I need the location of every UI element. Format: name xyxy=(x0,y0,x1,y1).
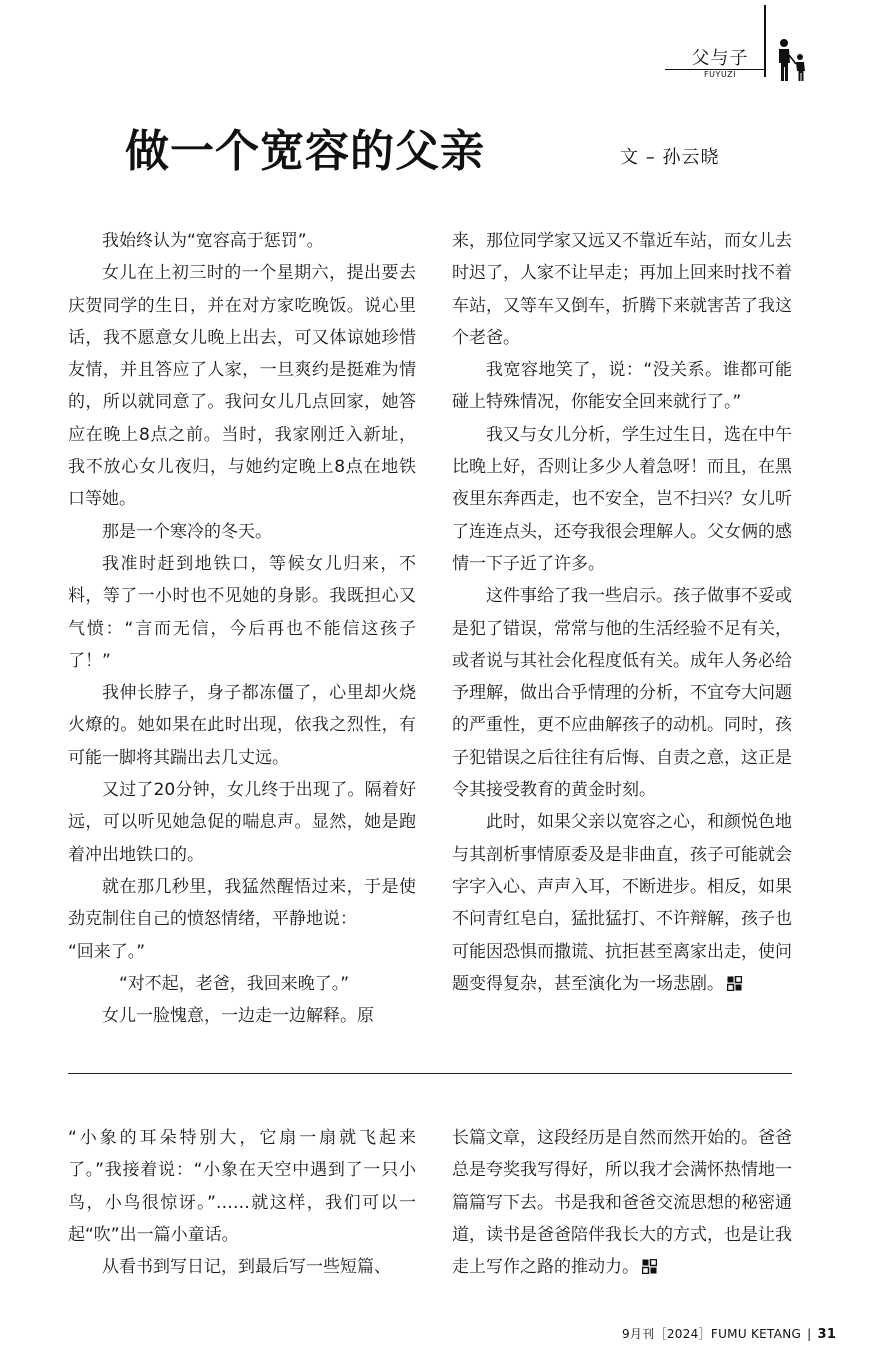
paragraph: 就在那几秒里，我猛然醒悟过来，于是使劲克制住自己的愤怒情绪，平静地说： xyxy=(68,876,416,930)
page-footer xyxy=(622,1325,836,1342)
paragraph: 来，那位同学家又远又不靠近车站，而女儿去时迟了，人家不让早走；再加上回来时找不着车站，又等车又倒车，折腾下来就害苦了我这个老爸。 xyxy=(452,231,792,348)
paragraph: 从看书到写日记，到最后写一些短篇、 xyxy=(102,1257,391,1278)
father-child-silhouette-icon xyxy=(774,38,810,82)
paragraph: 那是一个寒冷的冬天。 xyxy=(102,521,272,542)
continued-column-2 xyxy=(452,1122,792,1283)
paragraph-text: 此时，如果父亲以宽容之心，和颜悦色地与其剖析事情原委及是非曲直，孩子可能就会字字入心、声声入耳，不断进步。相反，如果不问青红皂白，猛批猛打、不许辩解，孩子也可能因恐惧而撒谎、抗拒甚至离家出走，使问题变得复杂，甚至演化为一场悲剧。 xyxy=(452,812,792,994)
footer-separator: | xyxy=(807,1327,812,1341)
paragraph: 又过了20分钟，女儿终于出现了。隔着好远，可以听见她急促的喘息声。显然，她是跑着冲出地铁口的。 xyxy=(68,780,416,865)
paragraph: 我伸长脖子，身子都冻僵了，心里却火烧火燎的。她如果在此时出现，依我之烈性，有可能一脚将其踹出去几丈远。 xyxy=(68,683,416,768)
footer-issue: 9月刊［2024］FUMU KETANG xyxy=(622,1327,802,1341)
article-title: 做一个宽容的父亲 xyxy=(125,126,485,177)
section-header xyxy=(0,0,870,90)
end-mark-icon xyxy=(642,1259,657,1274)
paragraph: “回来了。” xyxy=(68,941,146,962)
section-divider xyxy=(68,1073,792,1074)
page-number: 31 xyxy=(817,1327,837,1342)
article-byline: 文 – 孙云晓 xyxy=(620,147,720,168)
paragraph: 女儿一脸愧意，一边走一边解释。原 xyxy=(102,1006,374,1027)
paragraph: 我宽容地笑了，说：“没关系。谁都可能碰上特殊情况，你能安全回来就行了。” xyxy=(452,360,792,413)
paragraph-text: 长篇文章，这段经历是自然而然开始的。爸爸总是夸奖我写得好，所以我才会满怀热情地一篇篇写下去。书是我和爸爸交流思想的秘密通道，读书是爸爸陪伴我长大的方式，也是让我走上写作之路的推动力。 xyxy=(452,1128,792,1278)
paragraph xyxy=(452,1122,792,1283)
section-label: 父与子 xyxy=(691,48,749,69)
paragraph: 我又与女儿分析，学生过生日，选在中午比晚上好，否则让多少人着急呀！而且，在黑夜里东奔西走，也不安全，岂不扫兴？女儿听了连连点头，还夸我很会理解人。父女俩的感情一下子近了许多。 xyxy=(452,424,792,574)
paragraph xyxy=(452,806,792,1000)
article-column-1 xyxy=(68,225,416,1032)
paragraph: 我始终认为“宽容高于惩罚”。 xyxy=(102,231,324,251)
section-pinyin: FUYUZI xyxy=(704,70,736,79)
paragraph: “小象的耳朵特别大，它扇一扇就飞起来了。”我接着说：“小象在天空中遇到了一只小鸟，小鸟很惊讶。”……就这样，我们可以一起“吹”出一篇小童话。 xyxy=(68,1128,416,1245)
end-mark-icon xyxy=(727,976,742,991)
paragraph: “对不起，老爸，我回来晚了。” xyxy=(119,973,350,994)
paragraph: 我准时赶到地铁口，等候女儿归来，不料，等了一小时也不见她的身影。我既担心又气愤：“言而无信，今后再也不能信这孩子了！” xyxy=(68,553,416,671)
header-vertical-rule xyxy=(764,5,766,77)
paragraph: 女儿在上初三时的一个星期六，提出要去庆贺同学的生日，并在对方家吃晚饭。说心里话，我不愿意女儿晚上出去，可又体谅她珍惜友情，并且答应了人家，一旦爽约是挺难为情的，所以就同意了。我问女儿几点回家，她答应在晚上8点之前。当时，我家刚迁入新址，我不放心女儿夜归，与她约定晚上8点在地铁口等她。 xyxy=(68,263,416,510)
paragraph: 这件事给了我一些启示。孩子做事不妥或是犯了错误，常常与他的生活经验不足有关，或者说与其社会化程度低有关。成年人务必给予理解，做出合乎情理的分析，不宜夸大问题的严重性，更不应曲解孩子的动机。同时，孩子犯错误之后往往有后悔、自责之意，这正是令其接受教育的黄金时刻。 xyxy=(452,586,792,801)
article-column-2 xyxy=(452,225,792,1000)
continued-column-1 xyxy=(68,1122,416,1283)
